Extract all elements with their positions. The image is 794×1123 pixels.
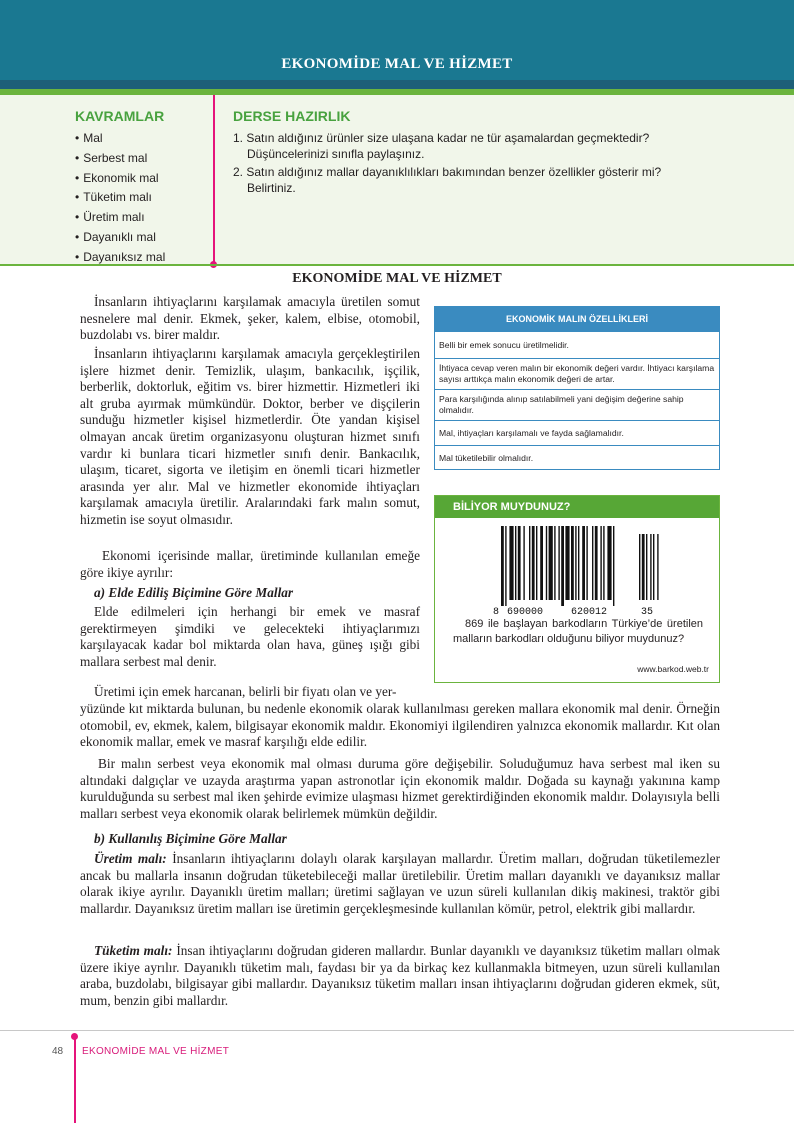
paragraph-mal: İnsanların ihtiyaçlarını karşılamak amacıyla üretilen somut nesnelere mal denir. Ekmek, şeker, kalem, elbise, otomobil, buzdolabı vs. birer maldır. (80, 294, 420, 343)
did-you-know-title: BİLİYOR MUYDUNUZ? (435, 496, 719, 518)
barcode-addon-bar (650, 534, 651, 600)
footer-rule (0, 1030, 794, 1031)
barcode-image (493, 526, 663, 616)
barcode-bar (518, 526, 521, 600)
panel-divider (213, 95, 215, 265)
footer-title: EKONOMİDE MAL VE HİZMET (82, 1046, 230, 1057)
barcode-digits-addon: 35 (641, 607, 654, 616)
barcode-bar (515, 526, 516, 600)
derse-hazirlik-list (233, 130, 713, 198)
barcode-bar (613, 526, 614, 606)
list-item: • Üretim malı (75, 210, 145, 225)
features-table (434, 306, 720, 470)
barcode-bar (549, 526, 553, 600)
features-table-title: EKONOMİK MALIN ÖZELLİKLERİ (435, 307, 719, 331)
barcode-digits-right: 620012 (571, 607, 608, 616)
barcode-bar (536, 526, 537, 600)
table-row: Mal tüketilebilir olmalıdır. (435, 445, 719, 470)
header-band-shadow (0, 80, 794, 89)
barcode-bar (607, 526, 611, 600)
list-item: • Mal (75, 131, 103, 145)
table-row: İhtiyaca cevap veren malın bir ekonomik değeri vardır. İhtiyacı karşılama sayısı arttıkça malın ekonomik değeri de artar. (435, 358, 719, 389)
table-row: Belli bir emek sonucu üretilmelidir. (435, 331, 719, 358)
paragraph-ekonomik-mal-start: Üretimi için emek harcanan, belirli bir fiyatı olan ve yer- (94, 684, 397, 699)
barcode-bar (532, 526, 535, 600)
did-you-know-source: www.barkod.web.tr (637, 664, 709, 674)
barcode-bar (561, 526, 564, 606)
list-item: • Ekonomik mal (75, 170, 159, 185)
table-row: Mal, ihtiyaçları karşılamalı ve fayda sağlamalıdır. (435, 420, 719, 445)
barcode-bar (554, 526, 555, 600)
table-row: Para karşılığında alınıp satılabilmeli yani değişim değerine sahip olmalıdır. (435, 389, 719, 420)
list-item: • Dayanıklı mal (75, 229, 156, 244)
subheading-b: b) Kullanılış Biçimine Göre Mallar (94, 831, 287, 846)
barcode-bar (529, 526, 530, 600)
kavramlar-list (75, 129, 165, 268)
barcode-bar (586, 526, 587, 600)
did-you-know-text: 869 ile başlayan barkodların Türkiye’de üretilen malların barkodları olduğunu biliyor muydunuz? (453, 618, 703, 645)
paragraph-hizmet: İnsanların ihtiyaçlarını karşılamak amacıyla gerçekleştirilen işlere hizmet denir. Temizlik, ulaşım, bankacılık, işçilik, berberlik, doktorluk, eğitim vs. birer hizmettir. Hizmetleri iki alt gruba ayırmak mümkündür. Doktor, berber ve dişçilerin sunduğu hizmetler kişisel hizmetlerdir. Öte yandan kişisel olmayan ancak üretim organizasyonu oluşturan hizmet sınıfı vardır ki bunlara ticari hizmetler sınıfı denir. Bankacılık, ulaşım, ticaret, sigorta ve iletişim en önemli ticari hizmetler arasında yer alır. Mal ve hizmetler ekonomide ihtiyaçları karşılamak amacıyla üretilir. Aralarındaki fark malın somut, hizmetin ise soyut olmasıdır. (80, 346, 420, 527)
barcode-bar (582, 526, 585, 600)
barcode-bar (501, 526, 504, 606)
paragraph-serbest-mal: Elde edilmeleri için herhangi bir emek ve masraf gerektirmeyen şimdiki ve gelecekteki ihtiyaçlarımızı karşılayacak kadar bol miktarda olan hava, güneş ışığı gibi mallara serbest mal denir. (80, 604, 420, 669)
barcode-bar (540, 526, 543, 600)
derse-hazirlik-heading: DERSE HAZIRLIK (233, 108, 351, 124)
barcode-addon-bar (639, 534, 640, 600)
list-item: 1. Satın aldığınız ürünler size ulaşana kadar ne tür aşamalardan geçmektedir? Düşüncelerinizi sınıfla paylaşınız. (233, 131, 650, 161)
section-title: EKONOMİDE MAL VE HİZMET (292, 271, 502, 286)
footer-divider (74, 1036, 76, 1123)
barcode-addon-bar (653, 534, 654, 600)
list-item: • Serbest mal (75, 150, 148, 165)
barcode-bar (571, 526, 574, 600)
barcode-bar (595, 526, 598, 600)
page-number: 48 (52, 1046, 64, 1057)
paragraph-uretim-mali: Üretim malı: İnsanların ihtiyaçlarını dolaylı olarak karşılayan mallardır. Üretim malları, doğrudan tüketilemezler ancak bu mallarla insanın doğrudan tüketebileceği mallar üretilebilir. Üretim malları dayanıklı ve dayanıksız mallar olarak ikiye ayrılır. Dayanıklı üretim malları; üretimi sağlayan ve uzun süreli kullanılan dikiş makinesi, traktör gibi mallardır. Dayanıksız üretim malları ise üretimin gerçekleşmesinde kullanılan kömür, petrol, elektrik gibi mallardır. (80, 851, 720, 916)
barcode-digit-prefix: 8 (493, 607, 500, 616)
barcode-bar (592, 526, 593, 600)
kavramlar-heading: KAVRAMLAR (75, 108, 165, 124)
barcode-bar (575, 526, 576, 600)
list-item: • Dayanıksız mal (75, 249, 166, 264)
barcode-bar (565, 526, 569, 600)
barcode-digits-left: 690000 (507, 607, 544, 616)
barcode-bar (578, 526, 579, 600)
paragraph-ekonomik-mal: yüzünde kıt miktarda bulunan, bu nedenle ekonomik olarak kullanılması gereken mallara ekonomik mal denir. Örneğin otomobil, ev, ekmek, kalem, bilgisayar ekonomik maldır. Ekonomiyi ilgilendiren yalnızca ekonomik mallardır. Kıt olan ekonomik mallar, emek ve masraf karşılığı elde edilir. (80, 701, 720, 750)
list-item: • Tüketim malı (75, 190, 152, 205)
barcode-bar (546, 526, 547, 600)
barcode-bar (509, 526, 513, 600)
barcode-addon-bar (642, 534, 645, 600)
barcode-bar (603, 526, 604, 600)
paragraph-serbest-ekonomik: Bir malın serbest veya ekonomik mal olması duruma göre değişebilir. Soluduğumuz hava serbest mal iken su altındaki dalgıçlar ve uzayda araştırma yapan astronotlar için ekonomik maldır. Doğada su kaynağı yakınına kamp kurulduğunda su serbest mal iken şehirde evimize ulaşması hizmet gerektirdiğinden ekonomik maldır. Dolayısıyla belli malları serbest veya ekonomik olarak belirlemek mümkün değildir. (80, 756, 720, 821)
did-you-know-box (434, 495, 720, 683)
list-item: 2. Satın aldığınız mallar dayanıklılıkları bakımından benzer özellikler gösterir mi? Belirtiniz. (233, 165, 662, 195)
barcode-addon-bar (646, 534, 647, 600)
header-band (0, 0, 794, 89)
barcode-bar (600, 526, 601, 600)
barcode-bar (523, 526, 524, 600)
barcode-bar (558, 526, 559, 600)
footer-divider-dot (71, 1033, 78, 1040)
barcode-addon-bar (657, 534, 658, 600)
paragraph-ekonomi: Ekonomi içerisinde mallar, üretiminde kullanılan emeğe göre ikiye ayrılır: (80, 548, 420, 580)
page-title: EKONOMİDE MAL VE HİZMET (281, 56, 513, 72)
barcode-bar (505, 526, 506, 606)
paragraph-tuketim-mali: Tüketim malı: İnsan ihtiyaçlarını doğrudan gideren mallardır. Bunlar dayanıklı ve dayanıksız tüketim malları olmak üzere ikiye ayrılır. Dayanıklı tüketim malı, faydası bir ya da birkaç kez kullanmakla bitmeyen, uzun süreli kullanılan araba, buzdolabı, bilgisayar gibi mallardır. Dayanıksız tüketim malları insan ihtiyaçlarını doğrudan gideren ekmek, süt, mum, benzin gibi mallardır. (80, 943, 720, 1008)
subheading-a: a) Elde Ediliş Biçimine Göre Mallar (94, 585, 294, 600)
